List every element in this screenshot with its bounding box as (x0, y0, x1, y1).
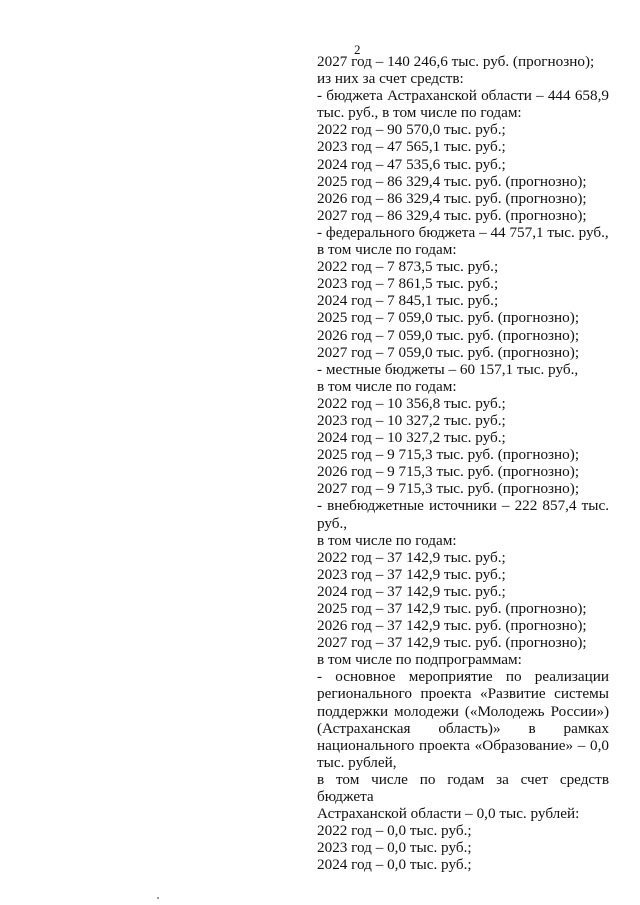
text-line: 2025 год – 86 329,4 тыс. руб. (прогнозно); (317, 172, 587, 190)
text-line: - основное мероприятие по реализации (317, 668, 609, 686)
text-line: 2027 год – 86 329,4 тыс. руб. (прогнозно); (317, 206, 587, 224)
text-line: тыс. рублей, (317, 753, 397, 771)
text-line: - федерального бюджета – 44 757,1 тыс. руб., (317, 223, 609, 241)
text-line: тыс. руб., в том числе по годам: (317, 104, 522, 122)
text-line: 2024 год – 10 327,2 тыс. руб.; (317, 429, 506, 447)
text-line: в том числе по подпрограммам: (317, 651, 522, 669)
text-line: 2026 год – 7 059,0 тыс. руб. (прогнозно); (317, 326, 580, 344)
text-line: в том числе по годам за счет средств бюджета (317, 770, 609, 806)
text-line: 2027 год – 9 715,3 тыс. руб. (прогнозно); (317, 480, 580, 498)
text-line: 2022 год – 0,0 тыс. руб.; (317, 822, 472, 840)
text-line: 2023 год – 10 327,2 тыс. руб.; (317, 411, 506, 429)
text-line: 2023 год – 0,0 тыс. руб.; (317, 839, 472, 857)
scan-speck (157, 897, 159, 899)
text-line: 2024 год – 7 845,1 тыс. руб.; (317, 292, 499, 310)
text-line: - внебюджетные источники – 222 857,4 тыс. (317, 497, 609, 515)
text-line: национального проекта «Образование» – 0,0 (317, 736, 609, 754)
text-line: 2022 год – 10 356,8 тыс. руб.; (317, 394, 506, 412)
text-line: 2023 год – 37 142,9 тыс. руб.; (317, 565, 506, 583)
text-line: (Астраханская область)» в рамках (317, 719, 609, 737)
text-line: 2026 год – 9 715,3 тыс. руб. (прогнозно); (317, 463, 580, 481)
text-line: 2023 год – 47 565,1 тыс. руб.; (317, 138, 506, 156)
text-line: 2026 год – 37 142,9 тыс. руб. (прогнозно); (317, 617, 587, 635)
text-line: 2024 год – 37 142,9 тыс. руб.; (317, 582, 506, 600)
text-line: 2024 год – 0,0 тыс. руб.; (317, 856, 472, 874)
text-line: регионального проекта «Развитие системы (317, 685, 609, 703)
text-line: 2022 год – 7 873,5 тыс. руб.; (317, 258, 499, 276)
text-line: 2027 год – 140 246,6 тыс. руб. (прогнозно); (317, 53, 595, 70)
text-line: руб., (317, 514, 348, 532)
text-line: 2026 год – 86 329,4 тыс. руб. (прогнозно); (317, 189, 587, 207)
text-line: 2023 год – 7 861,5 тыс. руб.; (317, 275, 499, 293)
text-line: 2024 год – 47 535,6 тыс. руб.; (317, 155, 506, 173)
page-number: 2 (354, 42, 361, 57)
text-line: поддержки молодежи («Молодежь России») (317, 702, 609, 720)
text-line: - бюджета Астраханской области – 444 658,9 (317, 87, 609, 105)
text-line: из них за счет средств: (317, 70, 464, 88)
text-line: 2027 год – 7 059,0 тыс. руб. (прогнозно); (317, 343, 580, 361)
document-text-block (317, 53, 609, 874)
text-line: 2025 год – 7 059,0 тыс. руб. (прогнозно); (317, 309, 580, 327)
text-line: в том числе по годам: (317, 241, 457, 259)
text-line: 2027 год – 37 142,9 тыс. руб. (прогнозно); (317, 634, 587, 652)
text-line: 2022 год – 37 142,9 тыс. руб.; (317, 548, 506, 566)
text-line: Астраханской области – 0,0 тыс. рублей: (317, 805, 580, 823)
text-line: 2025 год – 9 715,3 тыс. руб. (прогнозно); (317, 446, 580, 464)
text-line: в том числе по годам: (317, 377, 457, 395)
text-line: 2025 год – 37 142,9 тыс. руб. (прогнозно); (317, 600, 587, 617)
text-line: - местные бюджеты – 60 157,1 тыс. руб., (317, 360, 579, 378)
text-line: 2022 год – 90 570,0 тыс. руб.; (317, 121, 506, 139)
text-line: в том числе по годам: (317, 531, 457, 549)
